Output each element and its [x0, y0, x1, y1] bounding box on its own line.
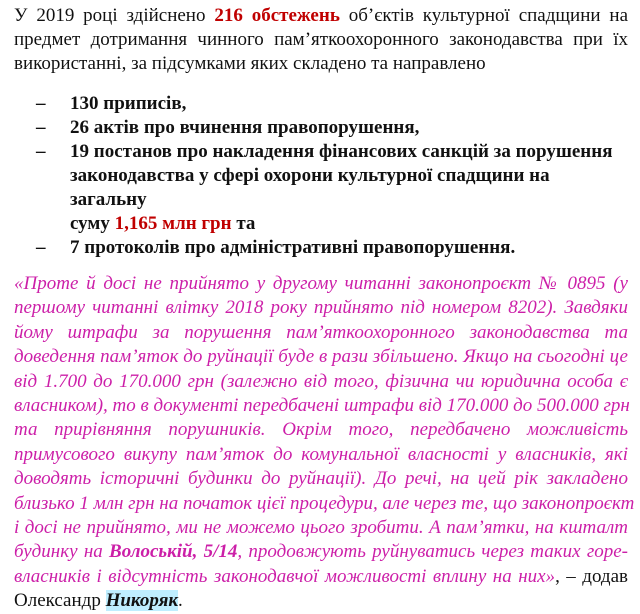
- quote-block: [14, 272, 635, 614]
- quote-line: та прирівняння порушників. Окрім того, передбачено можливість: [14, 419, 628, 441]
- intro-line-1: У 2019 році здійснено 216 обстежень об’єктів культурної спадщини на: [14, 5, 629, 26]
- results-list: [14, 92, 628, 260]
- quote-attribution: Олександр Никоряк.: [14, 590, 183, 612]
- quote-line: доведення пам’яток до руйнації буде в рази збільшено. Якщо на сьогодні це: [14, 346, 628, 368]
- intro-line-3: використанні, за підсумками яких складено та направлено: [14, 53, 486, 74]
- quote-line: власників і відсутність законодавчої можливості вплину на них», – додав: [14, 565, 628, 587]
- quote-line: першому читанні влітку 2018 року прийнято під номером 8202). Завдяки: [14, 297, 628, 319]
- quote-line: будинку на Волоській, 5/14, продовжують руйнуватись через таких горе-: [14, 541, 629, 563]
- quote-line: примусового викупу пам’яток до комунальної власності у власників, які: [14, 443, 628, 465]
- intro-paragraph: [14, 4, 628, 76]
- quote-line: від 1.700 до 170.000 грн (залежно від того, фізична чи юридична особа є: [14, 370, 628, 392]
- list-item: – 130 приписів,: [36, 93, 187, 114]
- quote-line: і досі не прийнято, ми не можемо цього зробити. А пам’ятки, на кшталт: [14, 517, 628, 539]
- inspections-count: 216 обстежень: [214, 5, 340, 26]
- highlighted-name: Никоряк: [105, 590, 178, 612]
- sanctions-amount: 1,165 млн грн: [114, 213, 232, 234]
- quote-line: власником), то в документі передбачені штрафи від 170.000 до 500.000 грн: [14, 395, 630, 417]
- address-bold: Волоській, 5/14: [109, 541, 238, 563]
- list-item: – 19 постанов про накладення фінансових санкцій за порушення законодавства у сфері охорони культурної спадщини на загальну суму 1,165 млн грн та: [36, 141, 613, 234]
- list-item: – 7 протоколів про адміністративні правопорушення.: [36, 237, 516, 258]
- intro-line-2: предмет дотримання чинного пам’яткоохоронного законодавства при їх: [14, 29, 628, 50]
- list-item: – 26 актів про вчинення правопорушення,: [36, 117, 420, 138]
- quote-line: доводять історичні будинки до руйнації). До речі, на цей рік закладено: [14, 468, 628, 490]
- quote-line: «Проте й досі не прийнято у другому читанні законопроєкт № 0895 (у: [14, 273, 628, 294]
- quote-line: йому штрафи за порушення пам’яткоохоронного законодавства та: [14, 321, 628, 343]
- quote-line: близько 1 млн грн на початок цієї процедури, але через те, що законопроєкт: [14, 492, 635, 514]
